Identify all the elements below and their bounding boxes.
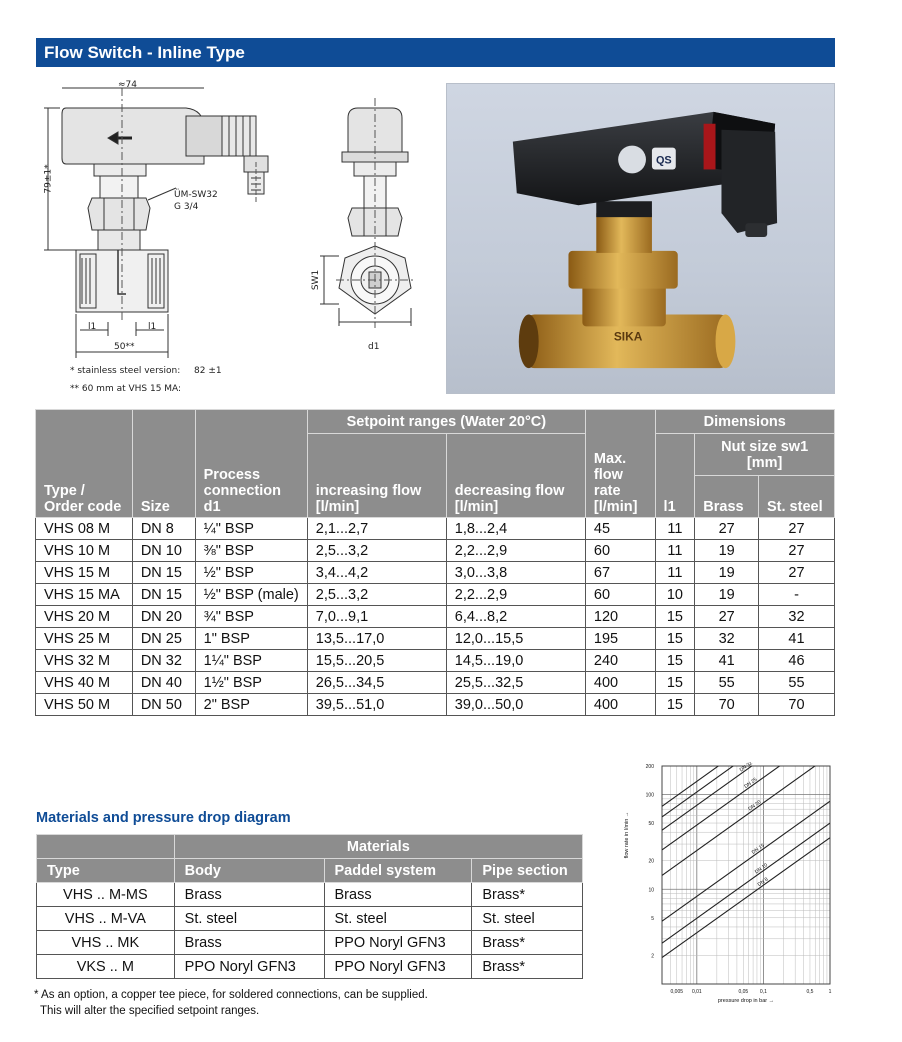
mat-header-body: Body bbox=[174, 859, 324, 883]
cell-type: VHS 15 M bbox=[36, 562, 133, 584]
y-tick-label: 2 bbox=[651, 953, 654, 960]
cell-type: VHS 15 MA bbox=[36, 584, 133, 606]
cell-body: St. steel bbox=[174, 907, 324, 931]
cell-l1: 10 bbox=[655, 584, 695, 606]
y-tick-label: 50 bbox=[648, 821, 654, 828]
table-row bbox=[36, 650, 835, 672]
cell-size: DN 40 bbox=[132, 672, 195, 694]
dim-length-label: 50** bbox=[114, 342, 135, 352]
cell-l1: 15 bbox=[655, 650, 695, 672]
cell-type: VHS .. MK bbox=[37, 931, 175, 955]
product-illustration bbox=[447, 84, 834, 393]
cell-maxflow: 400 bbox=[585, 672, 655, 694]
cell-size: DN 8 bbox=[132, 518, 195, 540]
cell-brass: 19 bbox=[695, 540, 759, 562]
cell-type: VHS 08 M bbox=[36, 518, 133, 540]
cell-brass: 27 bbox=[695, 606, 759, 628]
cell-steel: 70 bbox=[759, 694, 835, 716]
col-header-steel: St. steel bbox=[759, 476, 835, 518]
series-line bbox=[662, 801, 830, 921]
cell-paddle: PPO Noryl GFN3 bbox=[324, 955, 472, 979]
pressure-drop-chart bbox=[612, 762, 840, 1010]
table-row bbox=[37, 883, 583, 907]
cell-process: 1" BSP bbox=[195, 628, 307, 650]
pressure-drop-chart-svg bbox=[612, 762, 840, 1010]
dim-l1-left-label: l1 bbox=[88, 322, 97, 332]
cell-increasing: 26,5...34,5 bbox=[307, 672, 446, 694]
cell-increasing: 2,1...2,7 bbox=[307, 518, 446, 540]
cell-type: VHS 25 M bbox=[36, 628, 133, 650]
qs-logo: QS bbox=[655, 154, 672, 167]
page-title: Flow Switch - Inline Type bbox=[36, 38, 835, 67]
cell-steel: 55 bbox=[759, 672, 835, 694]
series-line bbox=[662, 823, 830, 943]
group-header-materials: Materials bbox=[174, 835, 582, 859]
product-photo bbox=[446, 83, 835, 394]
series-line bbox=[662, 762, 830, 830]
dimension-drawing bbox=[36, 78, 436, 398]
cell-maxflow: 120 bbox=[585, 606, 655, 628]
dim-width-label: ≈74 bbox=[118, 80, 137, 90]
stainless-note-label: * stainless steel version: bbox=[70, 366, 181, 376]
table-row bbox=[36, 540, 835, 562]
cell-process: ½" BSP bbox=[195, 562, 307, 584]
cell-body: PPO Noryl GFN3 bbox=[174, 955, 324, 979]
y-tick-label: 10 bbox=[648, 887, 654, 894]
mat-header-pipe: Pipe section bbox=[472, 859, 583, 883]
cell-process: 1½" BSP bbox=[195, 672, 307, 694]
col-header-size: Size bbox=[132, 410, 195, 518]
cell-process: 1¼" BSP bbox=[195, 650, 307, 672]
cell-type: VHS 50 M bbox=[36, 694, 133, 716]
cell-type: VKS .. M bbox=[37, 955, 175, 979]
cell-brass: 70 bbox=[695, 694, 759, 716]
col-header-l1: l1 bbox=[655, 434, 695, 518]
cell-size: DN 32 bbox=[132, 650, 195, 672]
series-label: DN 25 bbox=[743, 776, 759, 790]
cell-decreasing: 2,2...2,9 bbox=[446, 540, 585, 562]
cell-l1: 11 bbox=[655, 518, 695, 540]
cell-decreasing: 12,0...15,5 bbox=[446, 628, 585, 650]
cell-increasing: 3,4...4,2 bbox=[307, 562, 446, 584]
dim-height-label: 79±1* bbox=[43, 164, 54, 194]
cell-l1: 11 bbox=[655, 540, 695, 562]
cell-l1: 15 bbox=[655, 606, 695, 628]
cell-brass: 55 bbox=[695, 672, 759, 694]
cell-type: VHS 40 M bbox=[36, 672, 133, 694]
table-row bbox=[36, 628, 835, 650]
cell-size: DN 25 bbox=[132, 628, 195, 650]
cell-type: VHS .. M-VA bbox=[37, 907, 175, 931]
cell-process: ⅜" BSP bbox=[195, 540, 307, 562]
cell-maxflow: 240 bbox=[585, 650, 655, 672]
cell-pipe: St. steel bbox=[472, 907, 583, 931]
cell-size: DN 20 bbox=[132, 606, 195, 628]
y-tick-label: 20 bbox=[648, 858, 654, 865]
cell-pipe: Brass* bbox=[472, 955, 583, 979]
cell-type: VHS 32 M bbox=[36, 650, 133, 672]
cell-steel: 27 bbox=[759, 540, 835, 562]
mat-header-type: Type bbox=[37, 859, 175, 883]
cell-increasing: 2,5...3,2 bbox=[307, 584, 446, 606]
y-axis-label: flow rate in l/min → bbox=[624, 811, 630, 859]
table-row bbox=[36, 562, 835, 584]
dim-l1-right-label: l1 bbox=[148, 322, 157, 332]
cell-decreasing: 1,8...2,4 bbox=[446, 518, 585, 540]
cell-maxflow: 60 bbox=[585, 540, 655, 562]
group-header-nut-size: Nut size sw1 [mm] bbox=[695, 434, 835, 476]
cell-decreasing: 39,0...50,0 bbox=[446, 694, 585, 716]
x-axis-label: pressure drop in bar → bbox=[717, 998, 775, 1004]
table-row bbox=[37, 931, 583, 955]
dim-d1-label: d1 bbox=[368, 342, 380, 352]
cell-maxflow: 60 bbox=[585, 584, 655, 606]
cell-process: ¼" BSP bbox=[195, 518, 307, 540]
cell-maxflow: 400 bbox=[585, 694, 655, 716]
cell-increasing: 13,5...17,0 bbox=[307, 628, 446, 650]
cell-decreasing: 6,4...8,2 bbox=[446, 606, 585, 628]
cell-type: VHS 20 M bbox=[36, 606, 133, 628]
cell-decreasing: 2,2...2,9 bbox=[446, 584, 585, 606]
nut-label: ÜM-SW32 bbox=[174, 190, 218, 200]
cell-process: ½" BSP (male) bbox=[195, 584, 307, 606]
cell-process: 2" BSP bbox=[195, 694, 307, 716]
cell-steel: 27 bbox=[759, 562, 835, 584]
footnote-line-2: This will alter the specified setpoint ranges. bbox=[40, 1005, 260, 1017]
table-row bbox=[37, 955, 583, 979]
cell-steel: 41 bbox=[759, 628, 835, 650]
cell-brass: 41 bbox=[695, 650, 759, 672]
cell-type: VHS 10 M bbox=[36, 540, 133, 562]
x-tick-label: 0,1 bbox=[759, 989, 767, 995]
thread-label: G 3/4 bbox=[174, 202, 199, 212]
brand-engraving: SIKA bbox=[613, 329, 643, 344]
series-label: DN 32 bbox=[738, 762, 754, 774]
table-row bbox=[36, 672, 835, 694]
table-row bbox=[36, 606, 835, 628]
cell-process: ¾" BSP bbox=[195, 606, 307, 628]
cell-paddle: Brass bbox=[324, 883, 472, 907]
series-line bbox=[662, 838, 830, 958]
col-header-process: Process connection d1 bbox=[195, 410, 307, 518]
col-header-maxflow: Max. flow rate [l/min] bbox=[585, 410, 655, 518]
cell-paddle: PPO Noryl GFN3 bbox=[324, 931, 472, 955]
cell-maxflow: 45 bbox=[585, 518, 655, 540]
mat-header-paddle: Paddel system bbox=[324, 859, 472, 883]
vhs15ma-note: ** 60 mm at VHS 15 MA: bbox=[70, 384, 182, 394]
cell-pipe: Brass* bbox=[472, 883, 583, 907]
footnote-line-1: * As an option, a copper tee piece, for soldered connections, can be supplied. bbox=[34, 989, 428, 1001]
stainless-note-value: 82 ±1 bbox=[194, 366, 222, 376]
cell-steel: 32 bbox=[759, 606, 835, 628]
cell-increasing: 39,5...51,0 bbox=[307, 694, 446, 716]
x-tick-label: 0,5 bbox=[806, 989, 814, 995]
materials-table-body bbox=[37, 883, 583, 979]
cell-steel: - bbox=[759, 584, 835, 606]
series-line bbox=[662, 762, 830, 850]
cell-steel: 27 bbox=[759, 518, 835, 540]
materials-section-title: Materials and pressure drop diagram bbox=[36, 810, 291, 826]
cell-brass: 19 bbox=[695, 562, 759, 584]
cell-decreasing: 3,0...3,8 bbox=[446, 562, 585, 584]
cell-increasing: 15,5...20,5 bbox=[307, 650, 446, 672]
series-label: DN 15 bbox=[750, 842, 766, 856]
x-tick-label: 0,01 bbox=[691, 989, 702, 995]
cell-increasing: 7,0...9,1 bbox=[307, 606, 446, 628]
cell-steel: 46 bbox=[759, 650, 835, 672]
cell-size: DN 15 bbox=[132, 584, 195, 606]
cell-size: DN 10 bbox=[132, 540, 195, 562]
cell-pipe: Brass* bbox=[472, 931, 583, 955]
series-label: DN 8 bbox=[756, 876, 770, 888]
cell-decreasing: 14,5...19,0 bbox=[446, 650, 585, 672]
col-header-decreasing: decreasing flow [l/min] bbox=[446, 434, 585, 518]
y-tick-label: 100 bbox=[645, 792, 654, 799]
cell-l1: 11 bbox=[655, 562, 695, 584]
cell-l1: 15 bbox=[655, 694, 695, 716]
series-label: DN 20 bbox=[747, 799, 763, 813]
cell-paddle: St. steel bbox=[324, 907, 472, 931]
y-tick-label: 200 bbox=[645, 764, 654, 770]
table-row bbox=[36, 694, 835, 716]
cell-l1: 15 bbox=[655, 628, 695, 650]
cell-brass: 32 bbox=[695, 628, 759, 650]
series-label: DN 10 bbox=[753, 862, 769, 876]
spec-table bbox=[35, 409, 835, 716]
cell-decreasing: 25,5...32,5 bbox=[446, 672, 585, 694]
materials-table bbox=[36, 834, 583, 979]
cell-brass: 27 bbox=[695, 518, 759, 540]
spec-table-body bbox=[36, 518, 835, 716]
cell-size: DN 50 bbox=[132, 694, 195, 716]
col-header-brass: Brass bbox=[695, 476, 759, 518]
x-tick-label: 1 bbox=[828, 989, 832, 995]
cell-brass: 19 bbox=[695, 584, 759, 606]
cell-increasing: 2,5...3,2 bbox=[307, 540, 446, 562]
dim-sw1-label: SW1 bbox=[311, 269, 322, 291]
cell-maxflow: 195 bbox=[585, 628, 655, 650]
cell-body: Brass bbox=[174, 883, 324, 907]
materials-footnote bbox=[34, 987, 428, 1019]
cell-l1: 15 bbox=[655, 672, 695, 694]
x-tick-label: 0,05 bbox=[738, 989, 749, 995]
cell-maxflow: 67 bbox=[585, 562, 655, 584]
cell-body: Brass bbox=[174, 931, 324, 955]
table-row bbox=[36, 518, 835, 540]
materials-corner bbox=[37, 835, 175, 859]
group-header-setpoint: Setpoint ranges (Water 20°C) bbox=[307, 410, 585, 434]
table-row bbox=[36, 584, 835, 606]
cell-size: DN 15 bbox=[132, 562, 195, 584]
col-header-increasing: increasing flow [l/min] bbox=[307, 434, 446, 518]
cell-type: VHS .. M-MS bbox=[37, 883, 175, 907]
group-header-dimensions: Dimensions bbox=[655, 410, 834, 434]
table-row bbox=[37, 907, 583, 931]
y-tick-label: 5 bbox=[651, 915, 654, 922]
x-tick-label: 0,005 bbox=[670, 989, 684, 995]
col-header-type: Type / Order code bbox=[36, 410, 133, 518]
